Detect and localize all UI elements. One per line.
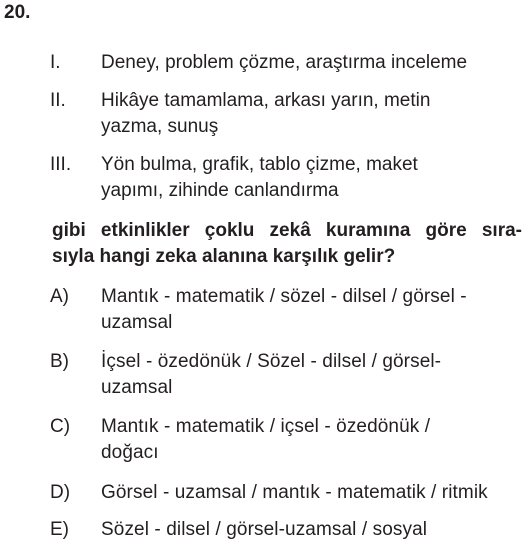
option-letter: B) — [50, 351, 69, 372]
option-line: Mantık - matematik / sözel - dilsel / görsel - — [101, 286, 467, 307]
option-text — [101, 517, 526, 543]
item-marker: III. — [50, 154, 72, 175]
option-letter: C) — [50, 416, 71, 437]
option-text — [101, 414, 526, 466]
stem-line: gibi etkinlikler çoklu zekâ kuramına göre sıra- — [52, 220, 522, 241]
item-text — [101, 152, 526, 204]
option-line: Görsel - uzamsal / mantık - matematik / ritmik — [101, 482, 488, 503]
option-line: doğacı — [101, 442, 159, 463]
option-text — [101, 480, 526, 506]
item-line: Deney, problem çözme, araştırma inceleme — [101, 52, 468, 73]
option-letter: E) — [50, 519, 69, 540]
option-line: uzamsal — [101, 312, 173, 333]
option-line: uzamsal — [101, 377, 173, 398]
option-letter: D) — [50, 482, 71, 503]
option-line: İçsel - özedönük / Sözel - dilsel / görsel- — [101, 351, 442, 372]
item-line: Hikâye tamamlama, arkası yarın, metin — [101, 90, 431, 111]
option-line: Mantık - matematik / içsel - özedönük / — [101, 416, 431, 437]
option-text — [101, 284, 526, 336]
option-letter: A) — [50, 286, 69, 307]
option-line: Sözel - dilsel / görsel-uzamsal / sosyal — [101, 519, 428, 540]
stem-line: sıyla hangi zeka alanına karşılık gelir? — [52, 246, 396, 267]
option-text — [101, 349, 526, 401]
question-stem — [52, 218, 522, 270]
item-marker: I. — [50, 52, 61, 73]
item-marker: II. — [50, 90, 66, 111]
item-line: yazma, sunuş — [101, 116, 219, 137]
item-line: Yön bulma, grafik, tablo çizme, maket — [101, 154, 418, 175]
item-text — [101, 50, 526, 76]
question-number: 20. — [4, 2, 31, 23]
item-line: yapımı, zihinde canlandırma — [101, 180, 339, 201]
item-text — [101, 88, 526, 140]
